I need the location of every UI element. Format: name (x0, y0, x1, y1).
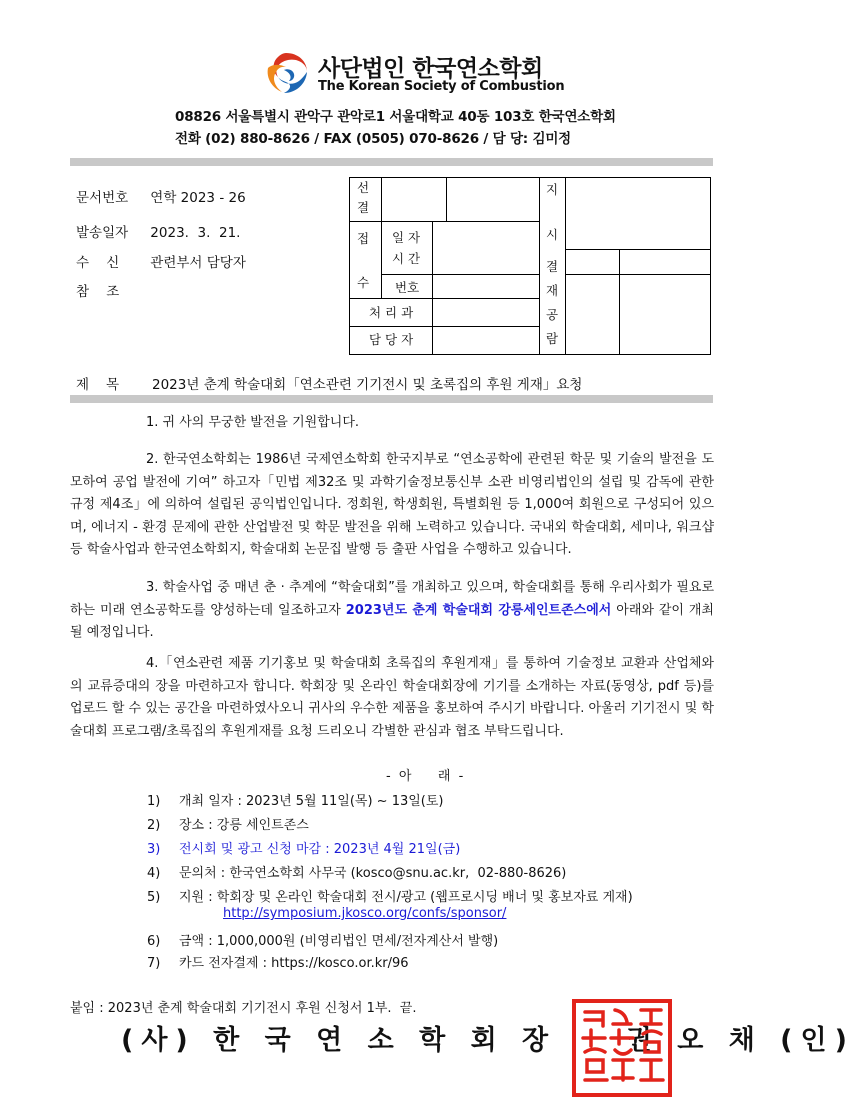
list-item-text: 개최 일자 : 2023년 5월 11일(목) ~ 13일(토) (179, 794, 444, 809)
doc-number-value: 연학 2023 - 26 (150, 190, 246, 206)
attachment-note: 붙임 : 2023년 춘계 학술대회 기기전시 후원 신청서 1부. 끝. (70, 1001, 417, 1016)
grid-damdangja: 담 당 자 (369, 332, 414, 347)
org-name-english: The Korean Society of Combustion (318, 79, 565, 94)
send-date-value: 2023. 3. 21. (150, 225, 241, 241)
list-item-text: 금액 : 1,000,000원 (비영리법인 면세/전자계산서 발행) (179, 934, 499, 949)
paragraph-3 (70, 577, 714, 645)
list-item-number: 6) (147, 934, 161, 949)
doc-number-label: 문서번호 (76, 190, 129, 206)
reference-label: 참 조 (76, 284, 120, 300)
list-item-number: 7) (147, 956, 161, 971)
subject-divider (70, 395, 713, 403)
list-item (147, 862, 566, 881)
grid-jae: 재 (546, 283, 559, 298)
ahrae-heading: - 아 래 - (386, 769, 466, 784)
paragraph-3-b: 아래와 같이 개최될 예정입니다. (70, 602, 714, 640)
approval-grid (349, 177, 711, 355)
list-item-number: 2) (147, 818, 161, 833)
org-address: 08826 서울특별시 관악구 관악로1 서울대학교 40동 103호 한국연소학회 (175, 109, 616, 125)
society-logo-icon (262, 50, 310, 96)
grid-seon: 선 (357, 180, 370, 195)
list-item-number: 1) (147, 794, 161, 809)
send-date-label: 발송일자 (76, 225, 129, 241)
list-item-text: 전시회 및 광고 신청 마감 : 2023년 4월 21일(금) (179, 842, 461, 857)
grid-sigan: 시 간 (392, 251, 421, 266)
list-item-text: 카드 전자결제 : https://kosco.or.kr/96 (179, 956, 409, 971)
list-item-number: 4) (147, 866, 161, 881)
list-item (147, 838, 460, 857)
list-item (147, 814, 309, 833)
recipient-row (76, 251, 246, 271)
grid-ji: 지 (546, 182, 559, 197)
doc-number-row (76, 186, 246, 206)
list-item (147, 790, 444, 809)
grid-si: 시 (546, 227, 559, 242)
list-item (147, 930, 498, 949)
paragraph-1: 1. 귀 사의 무궁한 발전을 기원합니다. (146, 415, 360, 430)
signer-line: (사) 한 국 연 소 학 회 장 권 오 채 (인) (121, 1025, 855, 1056)
org-contact: 전화 (02) 880-8626 / FAX (0505) 070-8626 / 담 당: 김미정 (175, 131, 572, 147)
grid-gyeol: 결 (357, 200, 370, 215)
grid-ram: 람 (546, 331, 559, 346)
grid-jeop: 접 (357, 231, 370, 246)
subject-label: 제목 (76, 377, 137, 393)
paragraph-3-highlight: 2023년도 춘계 학술대회 강릉세인트존스에서 (345, 602, 612, 618)
list-item-text: 지원 : 학회장 및 온라인 학술대회 전시/광고 (웹프로시딩 배너 및 홍보자료 게재) (179, 890, 633, 905)
send-date-row (76, 221, 240, 241)
grid-beonho: 번호 (395, 280, 420, 295)
paragraph-3-a: 3. 학술사업 중 매년 춘 · 추계에 “학술대회”를 개최하고 있으며, 학술대회를 통해 우리사회가 필요로 하는 미래 연소공학도를 양성하는데 일조하고자 (70, 580, 714, 618)
grid-su: 수 (357, 275, 370, 290)
grid-gyeol2: 결 (546, 259, 559, 274)
list-item-text: 장소 : 강릉 세인트존스 (179, 818, 309, 833)
paragraph-4: 4.「연소관련 제품 기기홍보 및 학술대회 초록집의 후원게재」를 통하여 기술정보 교환과 산업체와의 교류증대의 장을 마련하고자 합니다. 학회장 및 온라인 학술대회장에 기기를 소개하는 자료(동영상, pdf 등)를 업로드 할 수 있는 공간을 마련하였사오니 귀사의 우수한 제품을 홍보하여 주시기 바랍니다. 아울러 기기전시 및 학술대회 프로그램/초록집의 후원게재를 요청 드리오니 각별한 관심과 협조 부탁드립니다. (70, 656, 714, 739)
recipient-value: 관련부서 담당자 (150, 255, 246, 271)
subject-text: 2023년 춘계 학술대회「연소관련 기기전시 및 초록집의 후원 게재」요청 (152, 377, 583, 393)
reference-row (76, 280, 146, 300)
recipient-label: 수 신 (76, 255, 120, 271)
list-item-text: 문의처 : 한국연소학회 사무국 (kosco@snu.ac.kr, 02-880-8626) (179, 866, 567, 881)
top-divider (70, 158, 713, 166)
list-item (147, 886, 633, 905)
list-item (147, 952, 409, 971)
official-seal-icon (571, 998, 673, 1098)
org-name-korean: 사단법인 한국연소학회 (318, 56, 543, 82)
paragraph-2: 2. 한국연소학회는 1986년 국제연소학회 한국지부로 “연소공학에 관련된 학문 및 기술의 발전을 도모하여 공업 발전에 기여” 하고자「민법 제32조 및 과학기술정보통신부 소관 비영리법인의 설립 및 감독에 관한 규정 제4조」에 의하여 설립된 공익법인입니다. 정회원, 학생회원, 특별회원 등 1,000여 회원으로 구성되어 있으며, 에너지 - 환경 문제에 관한 산업발전 및 학문 발전을 위해 노력하고 있습니다. 국내외 학술대회, 세미나, 워크샵 등 학술사업과 한국연소학회지, 학술대회 논문집 발행 등 출판 사업을 수행하고 있습니다. (70, 452, 714, 557)
grid-cheorigwa: 처 리 과 (369, 305, 414, 320)
grid-ilja: 일 자 (392, 230, 421, 245)
sponsor-url-link[interactable]: http://symposium.jkosco.org/confs/sponsor/ (223, 906, 507, 921)
list-item-number: 5) (147, 890, 161, 905)
list-item-number: 3) (147, 842, 161, 857)
grid-gong: 공 (546, 307, 559, 322)
